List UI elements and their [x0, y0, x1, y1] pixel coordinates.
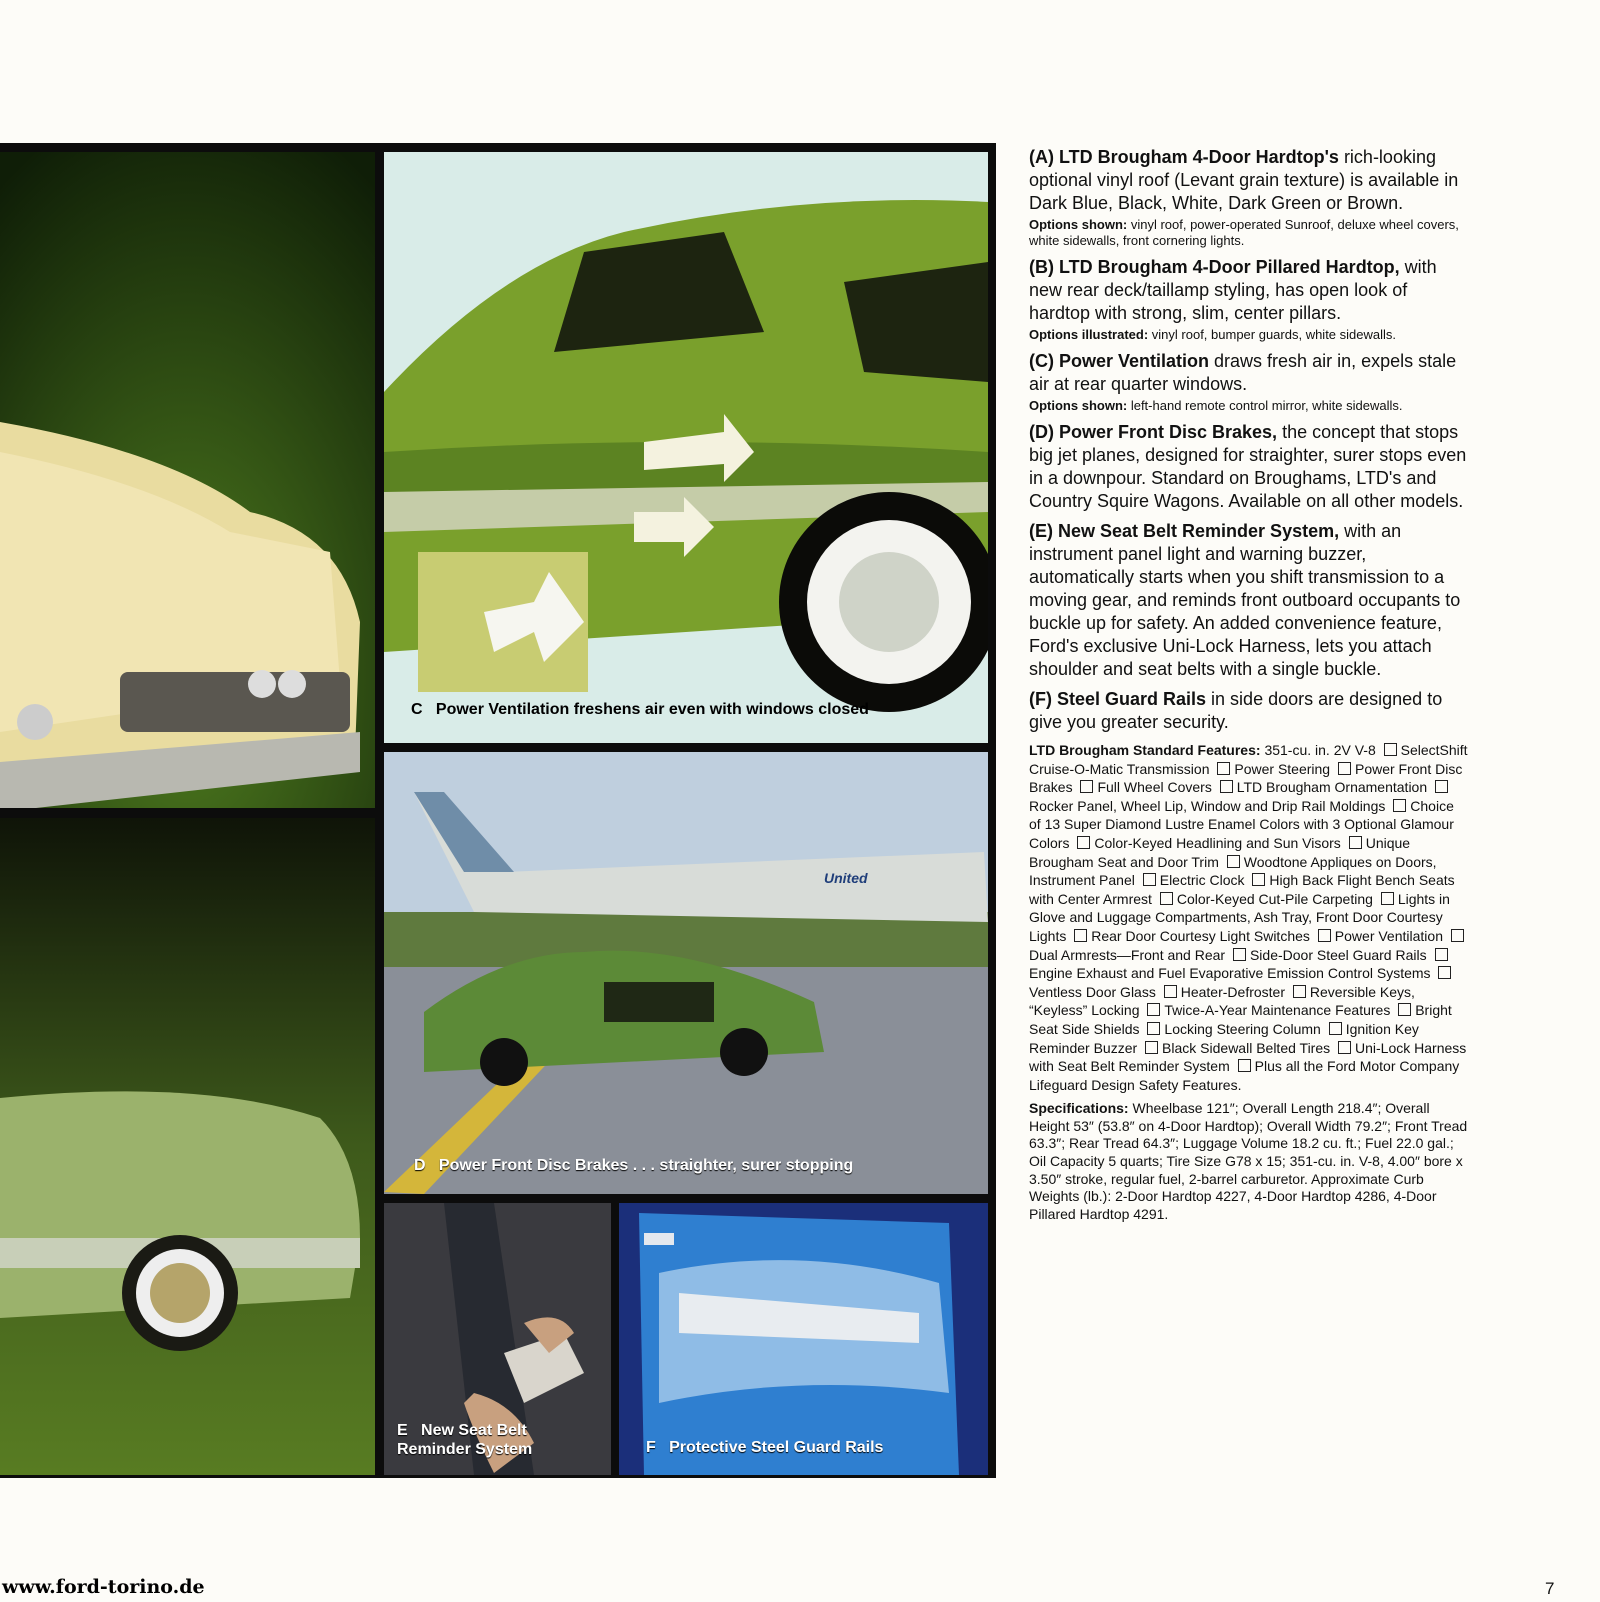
- caption-c-text: Power Ventilation freshens air even with windows closed: [435, 701, 869, 718]
- checkbox-bullet-icon: [1338, 762, 1351, 775]
- page-number: 7: [1545, 1579, 1555, 1598]
- item-e: [1029, 520, 1469, 681]
- feature-item: Twice-A-Year Maintenance Features: [1164, 1002, 1391, 1019]
- feature-item: Ignition Key Reminder Buzzer: [1029, 1020, 1419, 1056]
- item-e-body: with an instrument panel light and warning buzzer, automatically starts when you shift transmission to a moving gear, and reminds front outboard occupants to buckle up for safety. An added convenience feature, Ford's exclusive Uni-Lock Harness, lets you attach shoulder and seat belts with a single buckle.: [1029, 521, 1461, 679]
- checkbox-bullet-icon: [1338, 1041, 1351, 1054]
- caption-c-letter: C: [411, 701, 423, 718]
- checkbox-bullet-icon: [1077, 836, 1090, 849]
- checkbox-bullet-icon: [1217, 762, 1230, 775]
- feature-item: SelectShift Cruise-O-Matic Transmission: [1029, 742, 1468, 777]
- item-a: [1029, 146, 1469, 249]
- caption-f-text: Protective Steel Guard Rails: [669, 1439, 884, 1456]
- checkbox-bullet-icon: [1435, 780, 1448, 793]
- specifications-label: Specifications:: [1029, 1100, 1129, 1117]
- feature-item: Plus all the Ford Motor Company Lifeguard Design Safety Features.: [1029, 1058, 1460, 1093]
- item-a-body: rich-looking optional vinyl roof (Levant grain texture) is available in Dark Blue, Black, White, Dark Green or Brown.: [1029, 147, 1459, 213]
- item-c: [1029, 350, 1469, 414]
- item-c-options: [1029, 398, 1469, 414]
- feature-item: Uni-Lock Harness with Seat Belt Reminder System: [1029, 1039, 1467, 1075]
- item-f-heading: (F) Steel Guard Rails: [1029, 689, 1207, 709]
- feature-item: Locking Steering Column: [1164, 1020, 1321, 1037]
- feature-item: Power Ventilation: [1334, 927, 1443, 944]
- checkbox-bullet-icon: [1438, 966, 1451, 979]
- feature-text-column: [1029, 146, 1469, 1223]
- photo-c-power-ventilation: [384, 152, 988, 743]
- feature-item: Side-Door Steel Guard Rails: [1249, 946, 1427, 963]
- photo-a-ltd-4-door-hardtop: [0, 152, 375, 808]
- airline-lettering: United: [824, 870, 868, 886]
- feature-item: Unique Brougham Seat and Door Trim: [1029, 834, 1411, 870]
- item-c-options-text: left-hand remote control mirror, white sidewalls.: [1127, 398, 1403, 413]
- feature-item: Rocker Panel, Wheel Lip, Window and Drip Rail Moldings: [1029, 797, 1386, 814]
- item-a-options: [1029, 217, 1469, 249]
- item-b-options-text: vinyl roof, bumper guards, white sidewalls.: [1148, 327, 1397, 342]
- checkbox-bullet-icon: [1227, 855, 1240, 868]
- feature-item: Color-Keyed Headlining and Sun Visors: [1094, 834, 1341, 851]
- checkbox-bullet-icon: [1381, 892, 1394, 905]
- checkbox-bullet-icon: [1393, 799, 1406, 812]
- item-d: [1029, 421, 1469, 513]
- checkbox-bullet-icon: [1147, 1022, 1160, 1035]
- feature-item: Black Sidewall Belted Tires: [1162, 1039, 1331, 1056]
- checkbox-bullet-icon: [1398, 1003, 1411, 1016]
- standard-features-label: LTD Brougham Standard Features:: [1029, 742, 1261, 758]
- feature-item: Full Wheel Covers: [1097, 779, 1212, 796]
- caption-d-letter: D: [414, 1157, 426, 1174]
- specifications-text: Wheelbase 121″; Overall Length 218.4″; Overall Height 53″ (53.8″ on 4-Door Hardtop); Overall Width 79.2″; Front Tread 63.3″; Rear Tread 64.3″; Luggage Volume 18.2 cu. ft.; Fuel 22.0 gal.; Oil Capacity 5 quarts; Tire Size G78 x 15; 351-cu. in. V-8, 4.00″ bore x 3.50″ stroke, regular fuel, 2-barrel carburetor. Approximate Curb Weights (lb.): 2-Door Hardtop 4227, 4-Door Hardtop 4286, 4-Door Pillared Hardtop 4291.: [1029, 1100, 1468, 1222]
- item-c-heading: (C) Power Ventilation: [1029, 351, 1210, 371]
- item-f-body: in side doors are designed to give you greater security.: [1029, 689, 1443, 732]
- checkbox-bullet-icon: [1238, 1059, 1251, 1072]
- checkbox-bullet-icon: [1143, 873, 1156, 886]
- feature-item: High Back Flight Bench Seats with Center Armrest: [1029, 872, 1455, 907]
- item-b-body: with new rear deck/taillamp styling, has open look of hardtop with strong, slim, center pillars.: [1029, 257, 1437, 323]
- checkbox-bullet-icon: [1451, 929, 1464, 942]
- item-c-options-label: Options shown:: [1029, 398, 1128, 413]
- checkbox-bullet-icon: [1080, 780, 1093, 793]
- feature-item: Lights in Glove and Luggage Compartments, Ash Tray, Front Door Courtesy Lights: [1029, 890, 1450, 944]
- feature-item: 351-cu. in. 2V V-8: [1264, 742, 1376, 758]
- feature-item: Color-Keyed Cut-Pile Carpeting: [1176, 890, 1373, 907]
- checkbox-bullet-icon: [1074, 929, 1087, 942]
- item-e-heading: (E) New Seat Belt Reminder System,: [1029, 521, 1340, 541]
- feature-item: Reversible Keys, “Keyless” Locking: [1029, 983, 1415, 1019]
- checkbox-bullet-icon: [1252, 873, 1265, 886]
- checkbox-bullet-icon: [1233, 948, 1246, 961]
- standard-features: [1029, 741, 1469, 1094]
- checkbox-bullet-icon: [1293, 985, 1306, 998]
- specifications: [1029, 1100, 1469, 1223]
- item-d-heading: (D) Power Front Disc Brakes,: [1029, 422, 1278, 442]
- item-f: [1029, 688, 1469, 734]
- feature-item: Bright Seat Side Shields: [1029, 1002, 1452, 1037]
- item-b-heading: (B) LTD Brougham 4-Door Pillared Hardtop,: [1029, 257, 1400, 277]
- caption-d-text: Power Front Disc Brakes . . . straighter, surer stopping: [438, 1157, 854, 1174]
- checkbox-bullet-icon: [1164, 985, 1177, 998]
- caption-f: [646, 1439, 883, 1457]
- photo-d-disc-brakes-jet: [384, 752, 988, 1194]
- item-a-options-text: vinyl roof, power-operated Sunroof, deluxe wheel covers, white sidewalls, front cornering lights.: [1029, 217, 1459, 248]
- checkbox-bullet-icon: [1160, 892, 1173, 905]
- item-c-body: draws fresh air in, expels stale air at rear quarter windows.: [1029, 351, 1457, 394]
- footer-url: www.ford-torino.de: [2, 1576, 205, 1598]
- photo-e-seat-belt: [384, 1203, 611, 1475]
- item-d-body: the concept that stops big jet planes, designed for straighter, surer stops even in a downpour. Standard on Broughams, LTD's and Country Squire Wagons. Available on all other models.: [1029, 422, 1467, 511]
- photo-b-ltd-pillared-hardtop: [0, 818, 375, 1475]
- item-a-heading: (A) LTD Brougham 4-Door Hardtop's: [1029, 147, 1339, 167]
- checkbox-bullet-icon: [1145, 1041, 1158, 1054]
- caption-e-letter: E: [397, 1422, 408, 1439]
- item-b: [1029, 256, 1469, 343]
- feature-item: Power Front Disc Brakes: [1029, 760, 1463, 796]
- checkbox-bullet-icon: [1318, 929, 1331, 942]
- checkbox-bullet-icon: [1147, 1003, 1160, 1016]
- feature-item: Dual Armrests—Front and Rear: [1029, 946, 1226, 963]
- checkbox-bullet-icon: [1349, 836, 1362, 849]
- photo-f-steel-guard-rails: [619, 1203, 988, 1475]
- feature-item: Engine Exhaust and Fuel Evaporative Emission Control Systems: [1029, 965, 1431, 982]
- item-b-options: [1029, 327, 1469, 343]
- caption-e: [397, 1421, 597, 1459]
- checkbox-bullet-icon: [1329, 1022, 1342, 1035]
- checkbox-bullet-icon: [1220, 780, 1233, 793]
- feature-item: LTD Brougham Ornamentation: [1236, 779, 1428, 796]
- checkbox-bullet-icon: [1384, 743, 1397, 756]
- feature-item: Rear Door Courtesy Light Switches: [1091, 927, 1310, 944]
- checkbox-bullet-icon: [1435, 948, 1448, 961]
- caption-c: [411, 701, 869, 719]
- item-b-options-label: Options illustrated:: [1029, 327, 1149, 342]
- feature-item: Electric Clock: [1159, 872, 1245, 889]
- caption-e-line1: New Seat Belt: [421, 1422, 527, 1439]
- feature-item: Choice of 13 Super Diamond Lustre Enamel Colors with 3 Optional Glamour Colors: [1029, 797, 1454, 851]
- feature-item: Heater-Defroster: [1180, 983, 1285, 1000]
- feature-item: Power Steering: [1234, 760, 1331, 777]
- caption-d: [414, 1157, 853, 1175]
- caption-f-letter: F: [646, 1439, 656, 1456]
- item-a-options-label: Options shown:: [1029, 217, 1128, 232]
- caption-e-line2: Reminder System: [397, 1441, 533, 1458]
- feature-item: Ventless Door Glass: [1029, 983, 1156, 1000]
- feature-item: Woodtone Appliques on Doors, Instrument Panel: [1029, 853, 1437, 889]
